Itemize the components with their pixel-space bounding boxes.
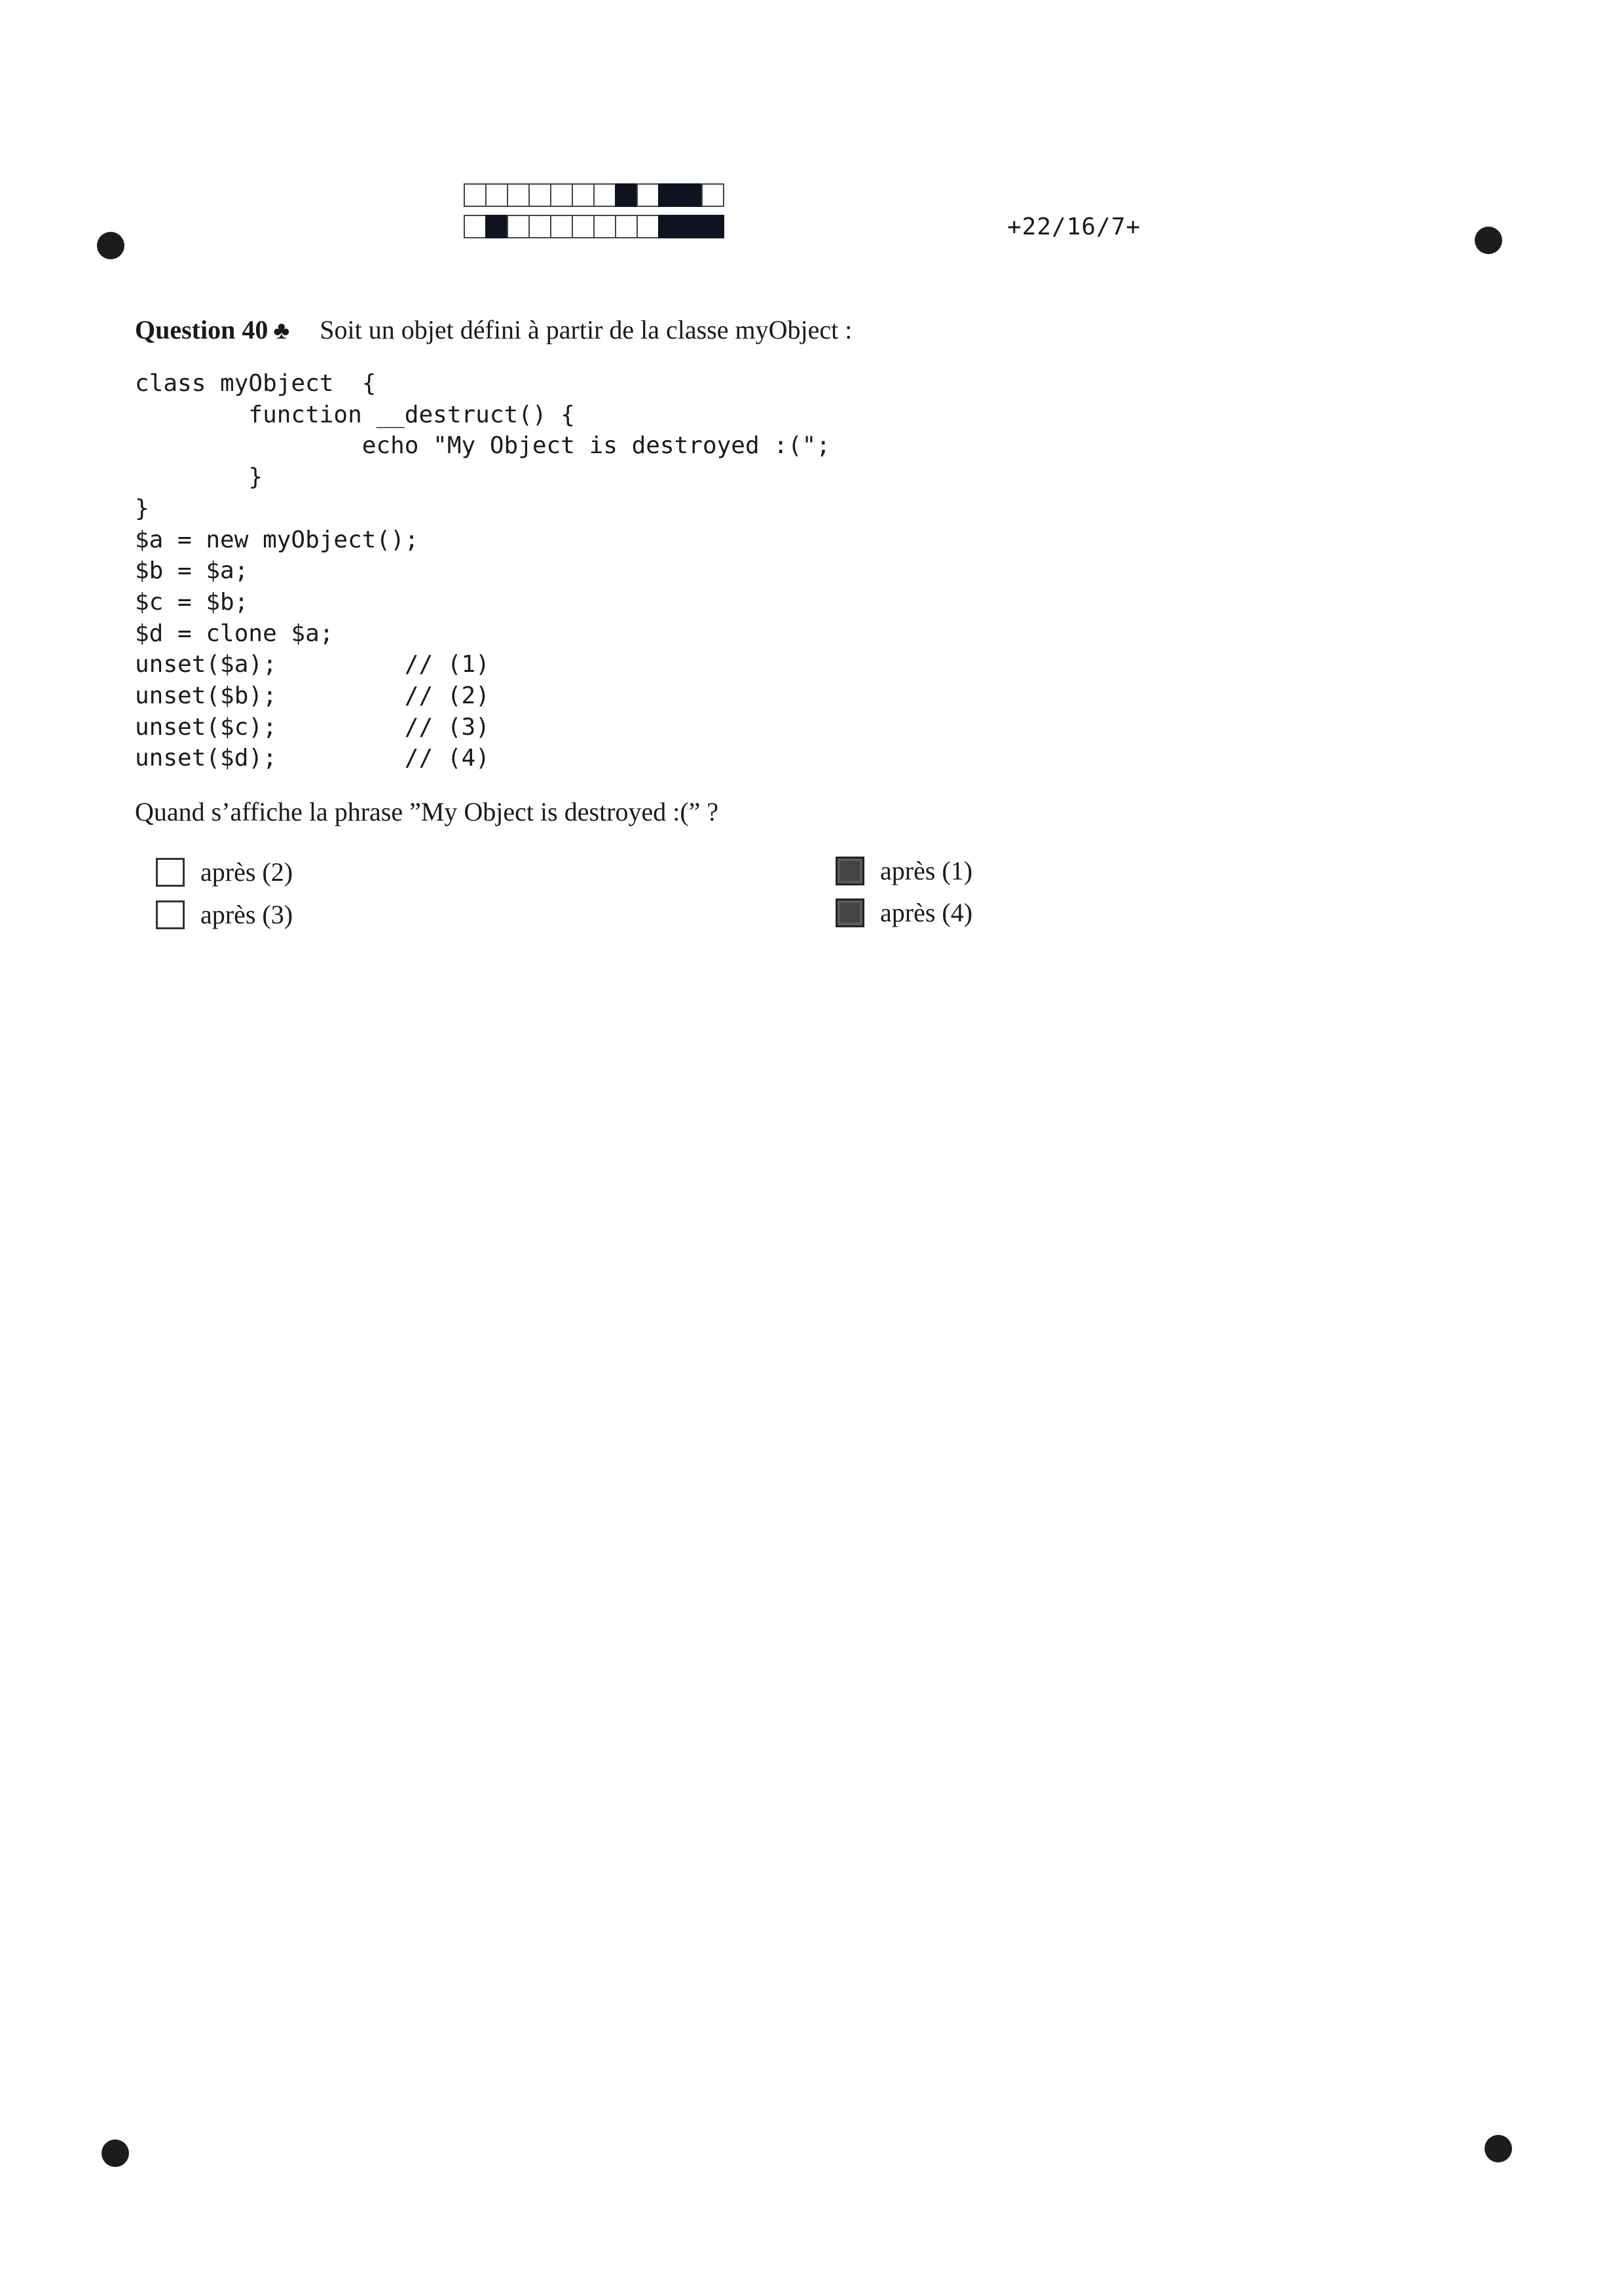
code-line: unset($b); // (2) bbox=[135, 682, 490, 710]
barcode-cell bbox=[615, 183, 638, 207]
code-line: class myObject { bbox=[135, 370, 377, 397]
code-block bbox=[135, 368, 830, 774]
answer-label: après (4) bbox=[880, 898, 973, 927]
code-line: $c = $b; bbox=[135, 588, 249, 616]
barcode-cell bbox=[572, 183, 595, 207]
barcode-cell bbox=[701, 215, 724, 238]
barcode-cell bbox=[572, 215, 595, 238]
barcode-cell bbox=[637, 215, 659, 238]
code-line: $b = $a; bbox=[135, 557, 249, 585]
answer-option-apres-2[interactable] bbox=[156, 857, 293, 887]
barcode-cell bbox=[658, 215, 681, 238]
registration-mark-bottom-left bbox=[101, 2139, 129, 2167]
code-line: unset($c); // (3) bbox=[135, 713, 490, 741]
code-line: function __destruct() { bbox=[135, 401, 575, 428]
code-line: unset($d); // (4) bbox=[135, 745, 490, 772]
barcode-cell bbox=[485, 183, 508, 207]
registration-mark-top-right bbox=[1475, 227, 1502, 254]
barcode-cell bbox=[464, 183, 487, 207]
barcode-cell bbox=[701, 183, 724, 207]
answer-label: après (3) bbox=[200, 900, 293, 929]
barcode-row-1 bbox=[464, 183, 723, 207]
answer-checkbox[interactable] bbox=[156, 858, 185, 887]
barcode-row-2 bbox=[464, 215, 723, 238]
barcode-cell bbox=[550, 183, 573, 207]
barcode-cell bbox=[528, 215, 551, 238]
code-line: $a = new myObject(); bbox=[135, 526, 419, 553]
barcode-cell bbox=[528, 183, 551, 207]
barcode-cell bbox=[658, 183, 681, 207]
code-line: unset($a); // (1) bbox=[135, 651, 490, 678]
barcode-cell bbox=[464, 215, 487, 238]
question-number: Question 40 bbox=[135, 315, 268, 344]
barcode-cell bbox=[593, 183, 616, 207]
registration-mark-bottom-right bbox=[1485, 2135, 1512, 2162]
barcode-cell bbox=[550, 215, 573, 238]
club-icon: ♣ bbox=[273, 317, 290, 344]
barcode-cell bbox=[637, 183, 659, 207]
barcode-cell bbox=[507, 183, 530, 207]
barcode-cell bbox=[485, 215, 508, 238]
barcode-cell bbox=[680, 215, 703, 238]
answer-option-apres-3[interactable] bbox=[156, 899, 293, 930]
answer-checkbox[interactable] bbox=[836, 857, 864, 885]
page-code: +22/16/7+ bbox=[1007, 213, 1141, 240]
registration-mark-top-left bbox=[97, 232, 124, 259]
question-text: Soit un objet défini à partir de la classe myObject : bbox=[320, 315, 853, 344]
answer-checkbox[interactable] bbox=[836, 898, 864, 927]
answer-checkbox[interactable] bbox=[156, 900, 185, 929]
answer-option-apres-1[interactable] bbox=[836, 855, 972, 886]
code-line: } bbox=[135, 464, 263, 491]
barcode-cell bbox=[615, 215, 638, 238]
code-line: echo "My Object is destroyed :("; bbox=[135, 432, 831, 460]
answer-label: après (1) bbox=[880, 856, 973, 885]
barcode-cell bbox=[680, 183, 703, 207]
barcode-cell bbox=[507, 215, 530, 238]
question-prompt: Quand s’affiche la phrase ”My Object is destroyed :(” ? bbox=[135, 797, 719, 826]
question-header bbox=[135, 314, 852, 345]
answer-label: après (2) bbox=[200, 857, 293, 887]
code-line: $d = clone $a; bbox=[135, 620, 334, 647]
code-line: } bbox=[135, 494, 149, 522]
answer-option-apres-4[interactable] bbox=[836, 897, 972, 928]
barcode-cell bbox=[593, 215, 616, 238]
